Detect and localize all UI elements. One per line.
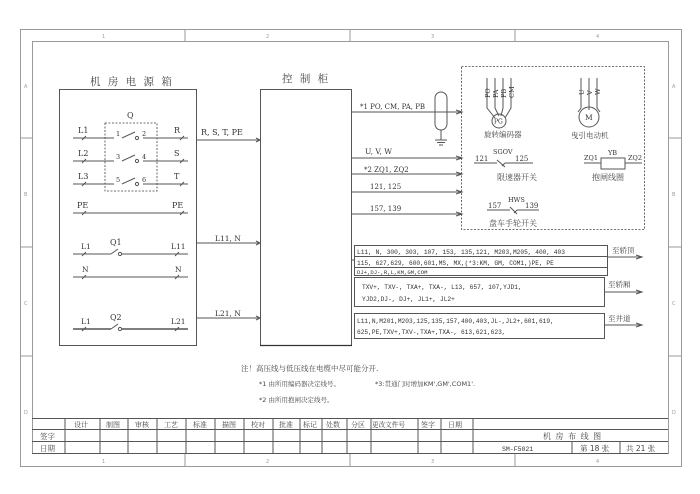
zone-row-b-left: B — [24, 192, 28, 198]
output-handwheel — [352, 205, 462, 216]
svg-text:1: 1 — [116, 130, 121, 138]
neutral-row — [73, 265, 188, 277]
phase-row-l2 — [73, 149, 188, 163]
svg-text:121: 121 — [475, 155, 489, 163]
svg-text:N: N — [175, 265, 182, 274]
zone-col-4-top: 4 — [596, 34, 600, 40]
svg-text:SGOV: SGOV — [493, 148, 513, 156]
svg-text:YJD2,DJ-, DJ+, JL1+, JL2+: YJD2,DJ-, DJ+, JL1+, JL2+ — [362, 296, 455, 303]
feeder-rst-pe — [197, 128, 260, 142]
note-1: *1 由所用编码器决定线号。 — [259, 380, 340, 388]
svg-text:批准: 批准 — [279, 421, 293, 429]
svg-text:M: M — [585, 113, 593, 122]
svg-text:抱闸线圈: 抱闸线圈 — [592, 173, 624, 182]
svg-text:N: N — [82, 265, 89, 274]
svg-text:115, 627,629, 600,601,MS, MX: 115, 627,629, 600,601,MS, MX,(*3:KM, GM, COM1,)PE, PE — [357, 260, 554, 267]
svg-text:标记: 标记 — [303, 421, 317, 429]
svg-text:L11: L11 — [171, 242, 186, 251]
svg-text:限速器开关: 限速器开关 — [497, 173, 537, 182]
row-label-signature: 签字 — [40, 432, 55, 441]
zone-row-d-left: D — [24, 410, 28, 416]
pe-row — [73, 201, 188, 213]
svg-text:制图: 制图 — [106, 421, 120, 429]
control-cabinet — [261, 90, 352, 346]
svg-text:至轿厢: 至轿厢 — [608, 280, 631, 289]
svg-text:U: U — [578, 89, 586, 95]
svg-text:*2 ZQ1, ZQ2: *2 ZQ1, ZQ2 — [364, 166, 409, 174]
svg-text:PE: PE — [77, 201, 89, 210]
svg-text:R, S, T, PE: R, S, T, PE — [201, 128, 243, 137]
zone-col-2-bottom: 2 — [266, 459, 270, 465]
svg-text:更改文件号: 更改文件号 — [372, 421, 405, 429]
power-box-title: 机 房 电 源 箱 — [90, 76, 174, 88]
svg-text:L1: L1 — [81, 317, 91, 326]
svg-text:L1: L1 — [78, 126, 89, 135]
inner-frame — [33, 42, 669, 454]
terminal-marks — [82, 136, 184, 331]
svg-text:CM: CM — [508, 86, 516, 98]
svg-text:*1 PO, CM, PA, PB: *1 PO, CM, PA, PB — [360, 103, 426, 111]
svg-text:L11, N: L11, N — [215, 234, 241, 243]
zone-col-1-top: 1 — [102, 34, 106, 40]
svg-text:3: 3 — [116, 153, 121, 161]
svg-text:4: 4 — [142, 153, 147, 161]
note-heading: 注！高压线与低压线在电缆中尽可能分开. — [241, 364, 379, 373]
zone-row-c-right: C — [672, 301, 676, 307]
svg-text:标准: 标准 — [193, 421, 207, 429]
svg-text:Q1: Q1 — [110, 238, 122, 247]
svg-text:PE: PE — [172, 201, 184, 210]
cable-car-top — [352, 245, 642, 276]
svg-text:处数: 处数 — [326, 421, 340, 429]
svg-text:描图: 描图 — [222, 421, 236, 429]
svg-text:L1: L1 — [81, 242, 91, 251]
svg-text:设计: 设计 — [74, 421, 88, 429]
svg-text:至井道: 至井道 — [608, 314, 631, 323]
svg-text:YB: YB — [608, 149, 618, 157]
zone-col-1-bottom: 1 — [102, 459, 106, 465]
output-governor — [352, 183, 462, 194]
svg-text:工艺: 工艺 — [164, 421, 178, 429]
svg-text:旋转编码器: 旋转编码器 — [484, 130, 522, 139]
svg-text:ZQ2: ZQ2 — [628, 154, 642, 162]
svg-text:盘车手轮开关: 盘车手轮开关 — [489, 219, 537, 228]
svg-text:PO: PO — [484, 88, 492, 98]
svg-text:U, V, W: U, V, W — [365, 147, 392, 156]
svg-text:PA: PA — [492, 89, 500, 98]
feeder-l21-n — [197, 309, 260, 320]
zone-col-4-bottom: 4 — [596, 459, 600, 465]
output-brake — [352, 166, 462, 176]
zone-row-d-right: D — [672, 410, 676, 416]
drawing-title: 机 房 布 线 图 — [543, 432, 603, 441]
output-motor-uvw — [352, 147, 462, 160]
zone-row-b-right: B — [672, 192, 676, 198]
svg-text:审核: 审核 — [135, 421, 149, 429]
svg-text:Q2: Q2 — [110, 313, 122, 322]
svg-text:157: 157 — [488, 202, 502, 210]
svg-text:2: 2 — [142, 130, 147, 138]
cable-hoistway — [355, 313, 643, 339]
svg-text:校对: 校对 — [251, 421, 265, 429]
traction-motor — [571, 78, 609, 140]
sheet-number: 第 18 张 — [580, 444, 610, 453]
row-label-date: 日期 — [40, 444, 55, 453]
output-encoder-wires — [352, 92, 462, 145]
svg-text:L21: L21 — [171, 317, 186, 326]
governor-switch — [474, 148, 537, 182]
note-3: *3:贯通门时增加KM',GM',COM1'. — [375, 380, 476, 388]
svg-text:R: R — [174, 126, 181, 135]
note-2: *2 由所用抱闸决定线号。 — [259, 396, 334, 404]
svg-text:签字: 签字 — [421, 421, 435, 429]
phase-row-l3 — [73, 172, 188, 186]
svg-text:日期: 日期 — [448, 421, 462, 429]
svg-text:曳引电动机: 曳引电动机 — [571, 131, 609, 140]
drawing-number: SM-F5021 — [502, 446, 534, 453]
sheet-total: 共 21 张 — [626, 444, 656, 453]
svg-text:PB: PB — [500, 88, 508, 98]
svg-text:625,PE,TXV+,TXV-,TXA+,TXA-, 6: 625,PE,TXV+,TXV-,TXA+,TXA-, 613,621,623, — [357, 329, 506, 336]
phase-row-l1 — [73, 126, 188, 140]
svg-text:5: 5 — [116, 176, 121, 184]
handwheel-switch — [487, 196, 539, 228]
svg-text:L21, N: L21, N — [215, 309, 241, 318]
svg-text:至轿顶: 至轿顶 — [612, 246, 635, 255]
zone-row-a-right: A — [672, 84, 676, 90]
svg-text:S: S — [174, 149, 180, 158]
svg-text:157, 139: 157, 139 — [370, 205, 402, 213]
ground-icon — [435, 140, 447, 145]
svg-text:T: T — [174, 172, 180, 181]
feeder-l11-n — [197, 234, 260, 245]
svg-text:HWS: HWS — [508, 196, 525, 204]
zone-col-2-top: 2 — [266, 34, 270, 40]
zone-col-3-top: 3 — [431, 34, 435, 40]
zone-col-3-bottom: 3 — [431, 459, 435, 465]
svg-text:L3: L3 — [78, 172, 89, 181]
svg-text:ZQ1: ZQ1 — [584, 154, 598, 162]
svg-text:L11, N, 300, 303, 107, 15: L11, N, 300, 303, 107, 153, 135,121, M203,M205, 400, 403 — [357, 249, 565, 256]
cable-car — [355, 278, 643, 307]
svg-text:V: V — [586, 90, 594, 95]
svg-text:PG: PG — [494, 118, 503, 126]
svg-text:L2: L2 — [78, 149, 89, 158]
svg-text:125: 125 — [515, 155, 529, 163]
svg-text:DJ+,DJ-,R,L,KM,GM,COM: DJ+,DJ-,R,L,KM,GM,COM — [357, 269, 428, 276]
brake-coil — [584, 149, 642, 182]
zone-row-c-left: C — [24, 301, 28, 307]
svg-text:6: 6 — [142, 176, 147, 184]
lighting-row-q2 — [73, 313, 188, 331]
title-block-headers — [40, 420, 462, 453]
svg-text:139: 139 — [525, 202, 539, 210]
svg-text:121, 125: 121, 125 — [370, 183, 402, 191]
lighting-row-q1 — [73, 238, 188, 256]
encoder-pg — [484, 78, 522, 139]
svg-text:分区: 分区 — [351, 421, 365, 429]
svg-text:W: W — [594, 88, 602, 95]
main-switch-label: Q — [127, 111, 134, 120]
zone-row-a-left: A — [24, 84, 28, 90]
svg-text:TXV+, TXV-, TXA+, TXA-, L1: TXV+, TXV-, TXA+, TXA-, L13, 657, 107,YJD1, — [362, 284, 522, 291]
cabinet-title: 控 制 柜 — [282, 73, 331, 85]
svg-text:L11,N,M201,M203,125,135,157,40: L11,N,M201,M203,125,135,157,400,403,JL-,JL2+,601,619, — [357, 318, 554, 325]
